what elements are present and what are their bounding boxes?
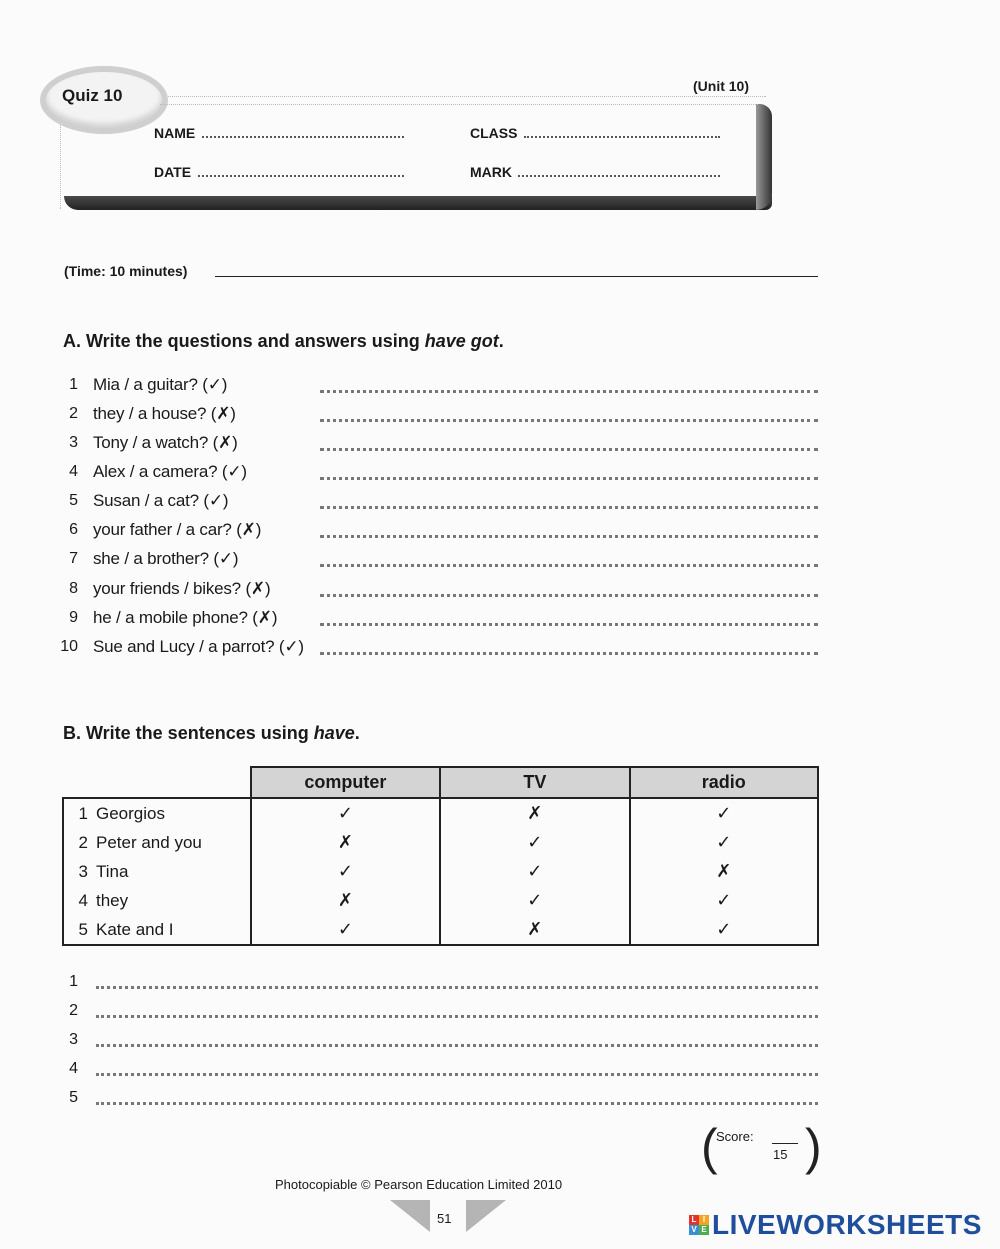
table-row: [63, 828, 818, 857]
mark-field[interactable]: [518, 175, 720, 177]
tv-mark: ✓: [440, 857, 629, 886]
logo-letter: V: [689, 1225, 699, 1235]
section-a-title-emphasis: have got: [424, 331, 499, 351]
date-label: DATE: [154, 164, 192, 180]
question-prompt: Susan / a cat? (✓): [93, 491, 229, 510]
question-number: 10: [60, 638, 78, 655]
person-name: they: [96, 890, 129, 910]
section-a-title: [63, 331, 504, 352]
name-label: NAME: [154, 125, 196, 141]
answer-line[interactable]: [96, 1073, 818, 1076]
question-number: 5: [69, 492, 78, 509]
row-person: [63, 915, 251, 945]
score-paren-right: ): [805, 1119, 822, 1175]
tv-mark: ✓: [440, 828, 629, 857]
radio-mark: ✓: [630, 886, 818, 915]
radio-mark: ✗: [630, 857, 818, 886]
person-name: Tina: [96, 861, 129, 881]
radio-mark: ✓: [630, 828, 818, 857]
liveworksheets-icon: [689, 1215, 709, 1235]
question-prompt: they / a house? (✗): [93, 404, 236, 423]
tv-mark: ✓: [440, 886, 629, 915]
radio-mark: ✓: [630, 915, 818, 945]
liveworksheets-wordmark: LIVEWORKSHEETS: [712, 1209, 982, 1240]
time-label: (Time: 10 minutes): [64, 263, 188, 279]
row-number: 4: [78, 890, 88, 910]
column-header-radio: radio: [630, 767, 818, 798]
computer-mark: ✗: [251, 886, 441, 915]
date-field[interactable]: [198, 175, 404, 177]
tv-mark: ✗: [440, 915, 629, 945]
table-row: [63, 798, 818, 828]
column-header-tv: TV: [440, 767, 629, 798]
table-row: [63, 915, 818, 945]
page-number: 51: [437, 1211, 452, 1226]
score-blank[interactable]: [772, 1143, 798, 1144]
time-rule: [215, 276, 818, 277]
question-number: 7: [69, 550, 78, 567]
quiz-title: Quiz 10: [62, 86, 123, 105]
computer-mark: ✓: [251, 915, 441, 945]
class-field[interactable]: [524, 136, 720, 138]
question-prompt: Alex / a camera? (✓): [93, 462, 247, 481]
answer-line[interactable]: [320, 594, 818, 597]
answer-line[interactable]: [320, 623, 818, 626]
logo-letter: E: [699, 1225, 709, 1235]
section-a-title-text: A. Write the questions and answers using: [63, 331, 425, 351]
score-box: [701, 1119, 822, 1175]
logo-letter: I: [699, 1215, 709, 1225]
row-person: [63, 828, 251, 857]
header-top-rule: [160, 104, 758, 105]
answer-line[interactable]: [96, 1015, 818, 1018]
radio-mark: ✓: [630, 798, 818, 828]
section-b-title-text: B. Write the sentences using: [63, 723, 314, 743]
person-name: Georgios: [96, 803, 165, 823]
answer-line[interactable]: [320, 390, 818, 393]
row-person: [63, 798, 251, 828]
page-corner-right: [466, 1200, 506, 1232]
class-label: CLASS: [470, 125, 518, 141]
possessions-table: [62, 766, 819, 946]
row-person: [63, 886, 251, 915]
header-box-shadow: [64, 196, 772, 210]
question-number: 3: [69, 434, 78, 451]
answer-line[interactable]: [320, 564, 818, 567]
answer-line[interactable]: [320, 652, 818, 655]
question-prompt: Tony / a watch? (✗): [93, 433, 238, 452]
row-person: [63, 857, 251, 886]
answer-number: 5: [69, 1089, 78, 1106]
computer-mark: ✗: [251, 828, 441, 857]
answer-number: 4: [69, 1060, 78, 1077]
section-a-title-suffix: .: [498, 331, 504, 351]
question-number: 8: [69, 580, 78, 597]
section-b-title: [63, 723, 360, 744]
row-number: 1: [78, 803, 88, 823]
section-b-title-emphasis: have: [313, 723, 355, 743]
question-prompt: she / a brother? (✓): [93, 549, 239, 568]
question-number: 9: [69, 609, 78, 626]
column-header-computer: computer: [251, 767, 441, 798]
table-row: [63, 886, 818, 915]
question-prompt: Sue and Lucy / a parrot? (✓): [93, 637, 304, 656]
answer-number: 2: [69, 1002, 78, 1019]
question-prompt: he / a mobile phone? (✗): [93, 608, 278, 627]
page-corner-left: [390, 1200, 430, 1232]
row-number: 5: [78, 919, 88, 939]
answer-number: 3: [69, 1031, 78, 1048]
person-name: Peter and you: [96, 832, 202, 852]
unit-label: (Unit 10): [693, 78, 749, 94]
table-row: [63, 857, 818, 886]
copyright-footer: Photocopiable © Pearson Education Limited 2010: [275, 1177, 563, 1192]
answer-line[interactable]: [320, 419, 818, 422]
score-paren-left: (: [701, 1119, 718, 1175]
person-name: Kate and I: [96, 919, 174, 939]
question-number: 1: [69, 376, 78, 393]
mark-label: MARK: [470, 164, 512, 180]
computer-mark: ✓: [251, 798, 441, 828]
student-info-box: [60, 96, 766, 209]
question-prompt: your father / a car? (✗): [93, 520, 262, 539]
question-prompt: Mia / a guitar? (✓): [93, 375, 228, 394]
name-field[interactable]: [202, 136, 404, 138]
question-number: 4: [69, 463, 78, 480]
answer-line[interactable]: [320, 477, 818, 480]
question-number: 2: [69, 405, 78, 422]
answer-line[interactable]: [96, 986, 818, 989]
header-box-edge: [756, 104, 772, 210]
row-number: 2: [78, 832, 88, 852]
table-header-row: [63, 767, 818, 798]
answer-line[interactable]: [320, 448, 818, 451]
liveworksheets-logo: [689, 1209, 982, 1241]
answer-line[interactable]: [96, 1102, 818, 1105]
answer-number: 1: [69, 973, 78, 990]
answer-line[interactable]: [320, 506, 818, 509]
computer-mark: ✓: [251, 857, 441, 886]
answer-line[interactable]: [320, 535, 818, 538]
tv-mark: ✗: [440, 798, 629, 828]
question-prompt: your friends / bikes? (✗): [93, 579, 271, 598]
score-label: Score:: [716, 1129, 754, 1144]
score-total: 15: [773, 1147, 788, 1162]
table-corner: [63, 767, 251, 798]
section-b-title-suffix: .: [354, 723, 360, 743]
row-number: 3: [78, 861, 88, 881]
logo-letter: L: [689, 1215, 699, 1225]
answer-line[interactable]: [96, 1044, 818, 1047]
question-number: 6: [69, 521, 78, 538]
